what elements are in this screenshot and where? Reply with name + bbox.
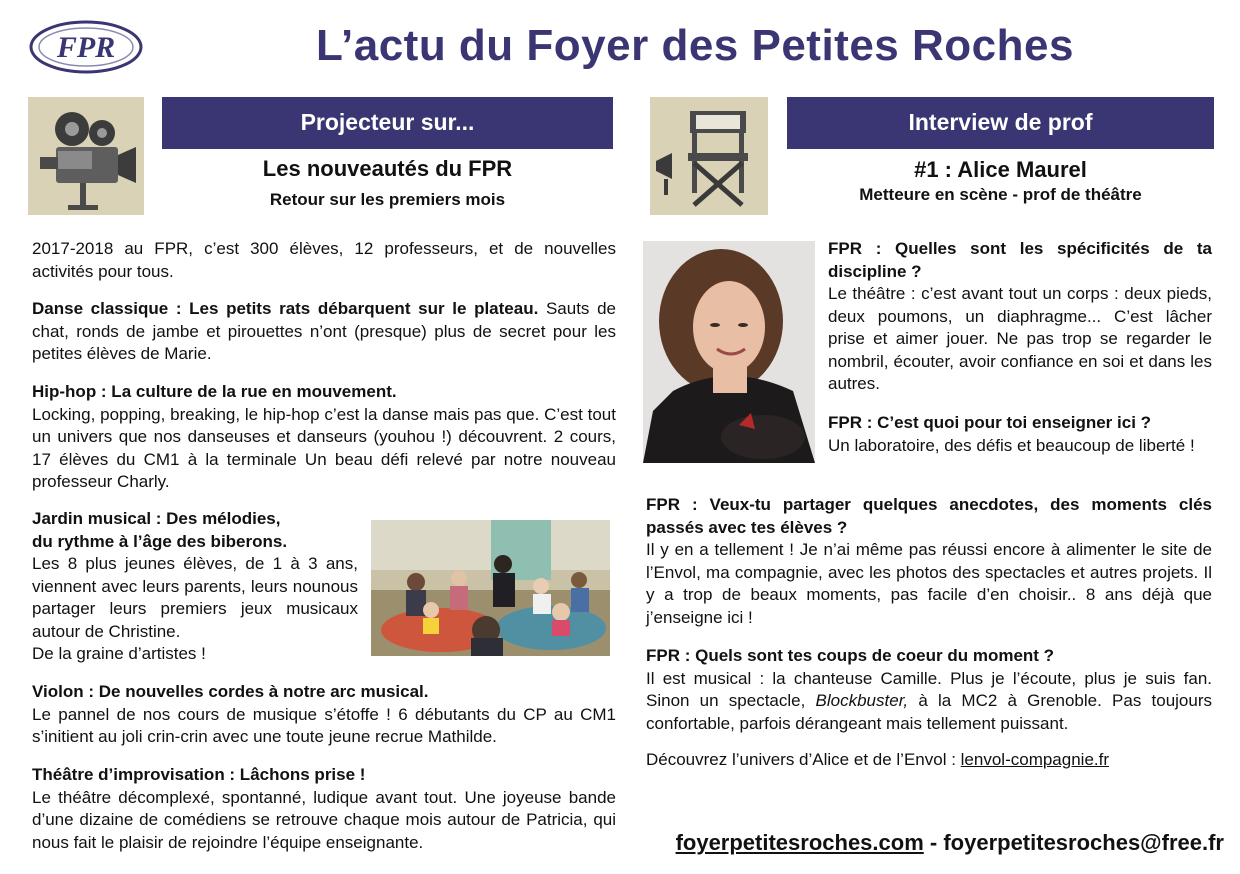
jardin-title-line-2: du rythme à l’âge des biberons. — [32, 531, 288, 551]
fpr-logo — [28, 18, 144, 76]
discover-line — [646, 749, 1212, 772]
intro-paragraph: 2017-2018 au FPR, c’est 300 élèves, 12 professeurs, et de nouvelles activités pour tous. — [32, 239, 616, 281]
left-headline: Les nouveautés du FPR — [262, 156, 513, 181]
jardin-title — [32, 508, 358, 553]
interview-q3-block — [646, 494, 1212, 629]
section-header-projecteur: Projecteur sur... — [162, 97, 613, 149]
theatre-paragraph — [32, 764, 616, 854]
danse-title: Danse classique : Les petits rats débarquent sur le plateau. — [32, 299, 539, 318]
hiphop-paragraph — [32, 381, 616, 494]
envol-website-link[interactable]: lenvol-compagnie.fr — [960, 750, 1110, 769]
danse-paragraph — [32, 298, 616, 366]
interview-answer-3: Il y en a tellement ! Je n’ai même pas réussi encore à alimenter le site de l’Envol, ma compagnie, avec les photos des spectacles et autres projets. Il y a trop de beaux moments, pas facile d’en choisir.. 8 ans déjà que j’enseigne ici ! — [646, 540, 1212, 627]
interview-question-3: FPR : Veux-tu partager quelques anecdotes, des moments clés passés avec tes élèves ? — [646, 495, 1212, 537]
section-header-interview: Interview de prof — [787, 97, 1214, 149]
theatre-text: Le théâtre décomplexé, spontanné, ludique avant tout. Une joyeuse bande d’une dizaine de comédiens se retrouve chaque mois autour de Patricia, qui nous fait le plaisir de rejoindre l’équipe enseignante. — [32, 787, 616, 852]
right-headline: #1 : Alice Maurel — [914, 157, 1087, 182]
answer-4-part-2: à la MC2 à Grenoble. Pas toujours confortable, parfois dérangeant mais tellement puissant. — [646, 691, 1212, 733]
page-title: L’actu du Foyer des Petites Roches — [316, 21, 1074, 70]
interview-question-4: FPR : Quels sont tes coups de coeur du moment ? — [646, 646, 1055, 665]
footer-email[interactable]: foyerpetitesroches@free.fr — [943, 830, 1224, 855]
interview-answer-4 — [646, 668, 1212, 736]
violon-text: Le pannel de nos cours de musique s’étoffe ! 6 débutants du CP au CM1 s’initient au joli crin-crin avec une toute jeune recrue Mathilde. — [32, 704, 616, 746]
danse-text: Sauts de chat, ronds de jambe et pirouettes n’ont (presque) plus de secret pour les petites élèves de Marie. — [32, 299, 617, 363]
interview-q2-block — [828, 412, 1212, 457]
hiphop-text: Locking, popping, breaking, le hip-hop c’est la danse mais pas que. C’est tout un univers que nos danseuses et danseurs (youhou !) découvrent. 2 cours, 17 élèves du CM1 à la terminale Un beau défi relevé par notre nouveau professeur Charly. — [32, 404, 616, 491]
movie-camera-icon — [28, 97, 144, 215]
theatre-title: Théâtre d’improvisation : Lâchons prise ! — [32, 765, 366, 784]
interview-q4-block — [646, 645, 1212, 735]
footer-contact — [640, 830, 1224, 856]
interview-answer-2: Un laboratoire, des défis et beaucoup de liberté ! — [828, 435, 1195, 455]
director-chair-icon — [650, 97, 768, 215]
interview-q1-block — [828, 238, 1212, 396]
footer-separator: - — [923, 830, 944, 855]
hiphop-title: Hip-hop : La culture de la rue en mouvement. — [32, 382, 397, 401]
interview-question-1: FPR : Quelles sont les spécificités de ta discipline ? — [828, 239, 1212, 281]
discover-text: Découvrez l’univers d’Alice et de l’Envol : — [646, 750, 961, 769]
interview-question-2: FPR : C’est quoi pour toi enseigner ici ? — [828, 413, 1152, 432]
left-subheadline: Retour sur les premiers mois — [269, 190, 506, 209]
answer-4-part-1: Il est musical : la chanteuse Camille. Plus je l’écoute, plus je suis fan. Sinon un spectacle, — [646, 668, 1212, 710]
logo-text: FPR — [56, 31, 116, 64]
jardin-musical-photo — [371, 520, 610, 656]
interview-answer-1: Le théâtre : c’est avant tout un corps : deux pieds, deux poumons, un diaphragme... C’est lâcher prise et aimer jouer. Ne pas trop se regarder le nombril, écouter, avoir confiance en soi et dans les autres. — [828, 284, 1212, 393]
jardin-text-2: De la graine d’artistes ! — [32, 644, 206, 663]
right-subheadline: Metteure en scène - prof de théâtre — [859, 185, 1142, 204]
answer-4-show-title: Blockbuster, — [815, 691, 909, 710]
jardin-block — [32, 508, 358, 666]
violon-paragraph — [32, 681, 616, 749]
footer-website-link[interactable]: foyerpetitesroches.com — [675, 830, 924, 855]
alice-maurel-portrait — [643, 241, 815, 463]
jardin-title-line-1: Jardin musical : Des mélodies, — [32, 509, 281, 528]
violon-title: Violon : De nouvelles cordes à notre arc musical. — [32, 682, 429, 701]
jardin-text: Les 8 plus jeunes élèves, de 1 à 3 ans, viennent avec leurs parents, leurs nounous partager leurs premiers jeux musicaux autour de Christine. — [32, 554, 358, 641]
